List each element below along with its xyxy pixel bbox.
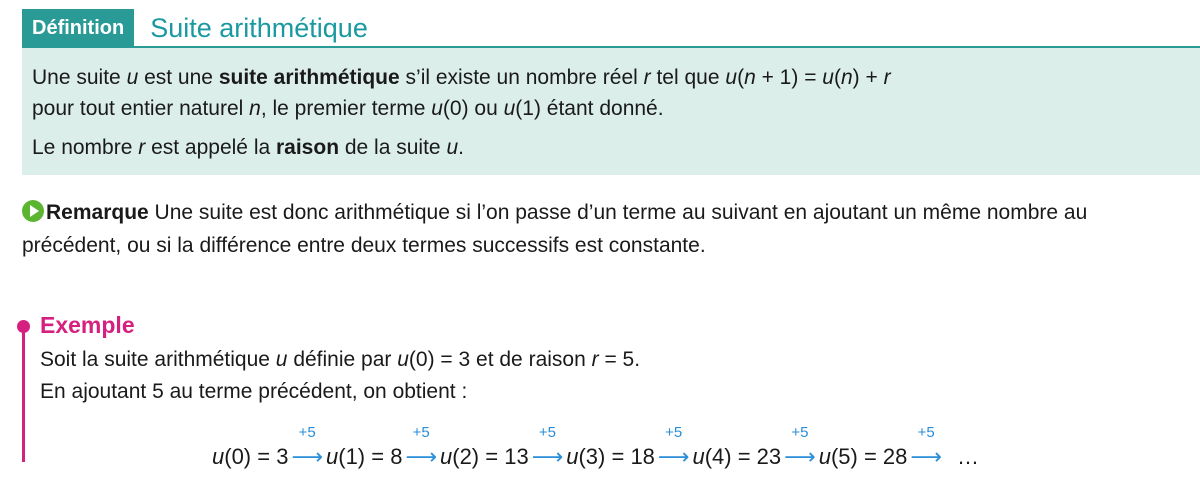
sequence-step: +5 ⟶: [910, 424, 942, 472]
sequence-step: +5 ⟶: [784, 424, 816, 472]
definition-line-2: pour tout entier naturel n, le premier terme u(0) ou u(1) étant donné.: [32, 97, 664, 120]
definition-box: [22, 48, 1200, 175]
example-dot-icon: [17, 320, 30, 333]
example-line-2: En ajoutant 5 au terme précédent, on obtient :: [40, 380, 468, 403]
example-bar: [22, 322, 25, 462]
arrow-right-icon: ⟶: [405, 444, 437, 469]
sequence-step: +5 ⟶: [658, 424, 690, 472]
sequence-term: u(1) = 8: [326, 444, 403, 469]
definition-title: Suite arithmétique: [150, 13, 368, 43]
definition-header: [22, 8, 368, 48]
sequence-step: +5 ⟶: [532, 424, 564, 472]
sequence-step: +5 ⟶: [405, 424, 437, 472]
arrow-right-icon: ⟶: [784, 444, 816, 469]
remark-text: Une suite est donc arithmétique si l’on passe d’un terme au suivant en ajoutant un même nombre au précédent, ou si la différence entre deux termes successifs est constante.: [22, 201, 1088, 257]
sequence-term: u(5) = 28: [818, 444, 908, 469]
definition-line-1: Une suite u est une suite arithmétique s’il existe un nombre réel r tel que u(n + 1) = u(n) + r: [32, 66, 891, 89]
example-title: Exemple: [40, 312, 135, 338]
sequence-term: u(4) = 23: [692, 444, 782, 469]
example-line-1: Soit la suite arithmétique u définie par u(0) = 3 et de raison r = 5.: [40, 348, 641, 371]
sequence-term: u(3) = 18: [566, 444, 655, 469]
remark: [22, 196, 1182, 262]
definition-tag: Définition: [22, 9, 134, 47]
arrow-right-icon: ⟶: [910, 444, 942, 469]
play-circle-icon: [22, 200, 44, 222]
remark-label: Remarque: [46, 201, 149, 224]
arrow-right-icon: ⟶: [291, 444, 323, 469]
sequence-term: u(0) = 3: [212, 444, 289, 469]
sequence-ellipsis: …: [956, 444, 979, 469]
sequence-step: +5 ⟶: [291, 424, 323, 472]
sequence-term: u(2) = 13: [440, 444, 529, 469]
arrow-right-icon: ⟶: [657, 444, 690, 469]
sequence: [212, 418, 979, 472]
arrow-right-icon: ⟶: [531, 444, 564, 469]
definition-line-3: Le nombre r est appelé la raison de la suite u.: [32, 136, 464, 159]
